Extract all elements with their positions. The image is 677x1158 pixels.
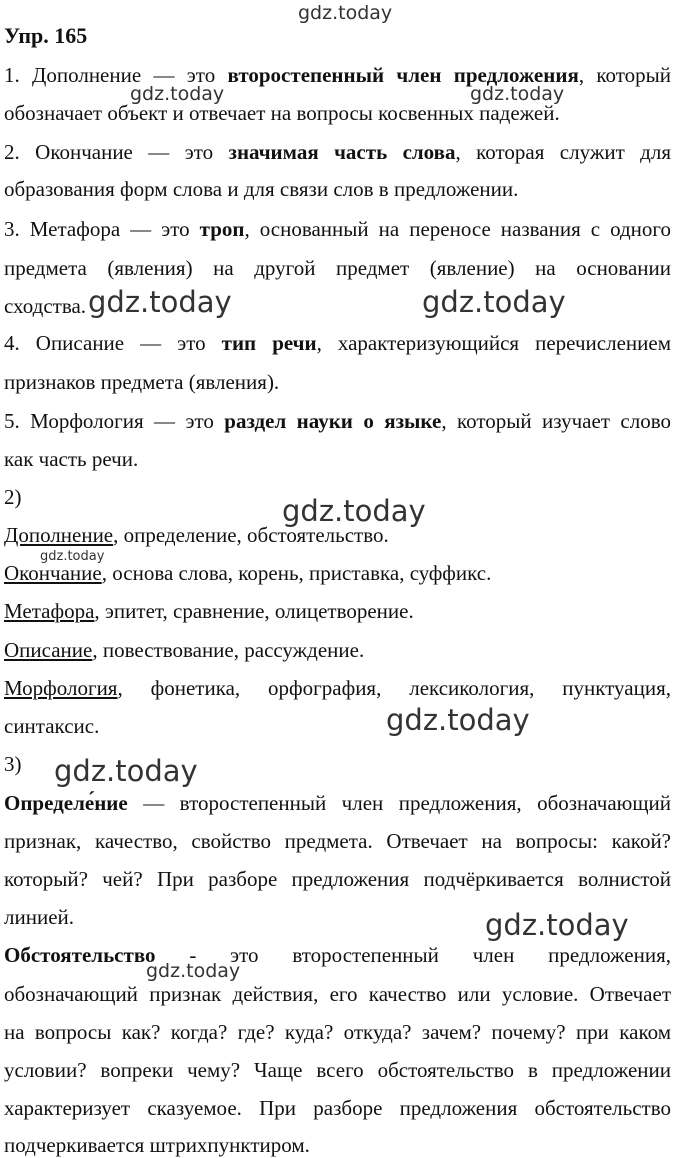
section-3-label: 3) (4, 752, 22, 776)
item-1-line-2: обозначает объект и отвечает на вопросы косвенных падежей. (4, 101, 560, 125)
watermark: gdz.today (88, 285, 232, 319)
definition-2-line-6: подчеркивается штрихпунктиром. (4, 1133, 310, 1157)
item-2-line-2: образования форм слова и для связи слов в предложении. (4, 177, 519, 201)
page-title: Упр. 165 (4, 23, 88, 48)
definition-1-line-4: линией. (4, 905, 75, 929)
definition-1-line-1: Определе́ние — второстепенный член предложения, обозначающий (4, 791, 671, 815)
item-1-line-1: 1. Дополнение — это второстепенный член предложения, который (4, 63, 671, 87)
watermark: gdz.today (40, 549, 105, 564)
list-item: Метафора, эпитет, сравнение, олицетворение. (4, 599, 414, 623)
item-3-line-1: 3. Метафора — это троп, основанный на переносе названия с одного (4, 217, 671, 241)
list-item: Окончание, основа слова, корень, приставка, суффикс. (4, 561, 492, 585)
watermark: gdz.today (146, 960, 241, 982)
item-5-line-1: 5. Морфология — это раздел науки о языке, который изучает слово (4, 409, 671, 433)
definition-2-line-5: характеризует сказуемое. При разборе предложения обстоятельство (4, 1096, 671, 1120)
definition-2-line-1: Обстоятельство - это второстепенный член предложения, (4, 943, 671, 967)
item-2-line-1: 2. Окончание — это значимая часть слова, которая служит для (4, 140, 671, 164)
watermark: gdz.today (298, 2, 393, 24)
item-4-line-2: признаков предмета (явления). (4, 370, 280, 394)
list-item: Дополнение, определение, обстоятельство. (4, 523, 389, 547)
list-item-continued: синтаксис. (4, 714, 100, 738)
watermark: gdz.today (422, 285, 566, 319)
watermark: gdz.today (470, 83, 565, 105)
watermark: gdz.today (386, 703, 530, 737)
definition-2-line-4: условии? вопреки чему? Чаще всего обстоятельство в предложении (4, 1058, 671, 1082)
section-2-label: 2) (4, 485, 22, 509)
item-4-line-1: 4. Описание — это тип речи, характеризующийся перечислением (4, 331, 671, 355)
watermark: gdz.today (130, 83, 225, 105)
item-3-line-2: предмета (явления) на другой предмет (явление) на основании (4, 256, 671, 280)
definition-1-line-2: признак, качество, свойство предмета. Отвечает на вопросы: какой? (4, 829, 671, 853)
definition-2-line-2: обозначающий признак действия, его качество или условие. Отвечает (4, 982, 671, 1006)
item-3-line-3: сходства. (4, 294, 87, 318)
watermark: gdz.today (282, 494, 426, 528)
watermark: gdz.today (54, 754, 198, 788)
watermark: gdz.today (485, 908, 629, 942)
definition-1-line-3: который? чей? При разборе предложения подчёркивается волнистой (4, 867, 671, 891)
list-item: Морфология, фонетика, орфография, лексикология, пунктуация, (4, 676, 671, 700)
item-5-line-2: как часть речи. (4, 447, 139, 471)
definition-2-line-3: на вопросы как? когда? где? куда? откуда? зачем? почему? при каком (4, 1020, 671, 1044)
list-item: Описание, повествование, рассуждение. (4, 638, 365, 662)
